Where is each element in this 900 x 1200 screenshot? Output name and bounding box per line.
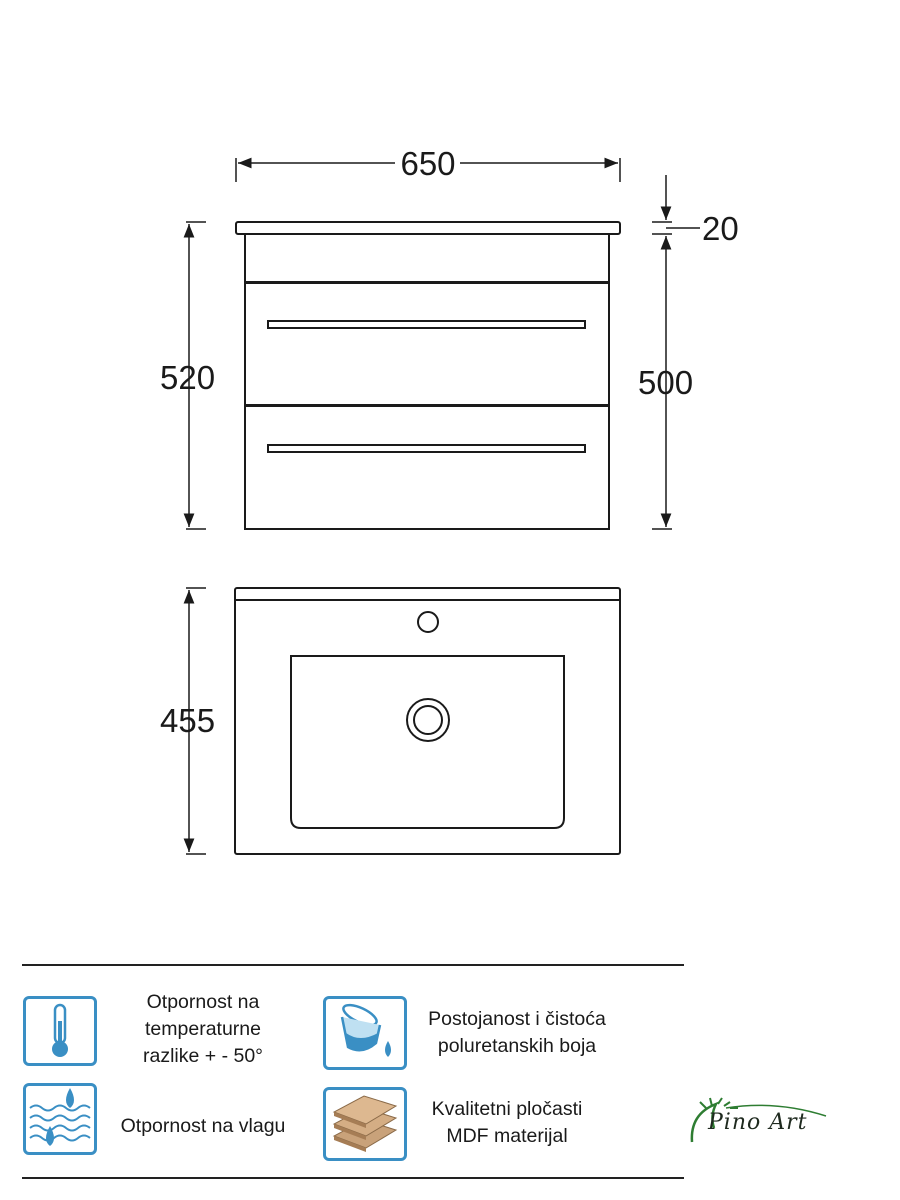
front-view (236, 222, 620, 529)
lower-drawer-handle (268, 445, 585, 452)
feature-temperature-text (108, 989, 298, 1070)
feature-text-line: Postojanost i čistoća (428, 1008, 606, 1030)
bottom-divider (22, 1177, 684, 1179)
mdf-boards-icon (323, 1087, 407, 1161)
depth-label: 455 (160, 702, 216, 739)
faucet-hole (418, 612, 438, 632)
upper-drawer-handle (268, 321, 585, 328)
feature-text-line: Kvalitetni pločasti (431, 1098, 583, 1120)
top-view (235, 588, 620, 854)
cabinet-top-panel (245, 234, 609, 282)
feature-text-line: Otpornost na (146, 991, 260, 1013)
countertop (236, 222, 620, 234)
water-drops-icon (23, 1083, 97, 1155)
feature-text-line: Otpornost na vlagu (120, 1115, 286, 1137)
cabinet-height-dimension (652, 175, 700, 529)
feature-moisture-text (108, 1113, 298, 1140)
feature-text-line: poluretanskih boja (437, 1035, 597, 1057)
lower-drawer (245, 406, 609, 529)
top-divider (22, 964, 684, 966)
feature-paint-text (412, 1006, 622, 1060)
feature-text-line: temperaturne (145, 1018, 261, 1040)
basin-outline (235, 588, 620, 854)
pino-art-logo (686, 1094, 846, 1154)
top-thickness-label: 20 (702, 210, 739, 247)
feature-mdf-text (412, 1096, 602, 1150)
width-label: 650 (400, 145, 456, 182)
paint-bucket-icon (323, 996, 407, 1070)
thermometer-icon (23, 996, 97, 1066)
total-height-label: 520 (160, 359, 216, 396)
logo-text: Pino Art (708, 1110, 808, 1135)
upper-drawer (245, 283, 609, 405)
feature-text-line: MDF materijal (446, 1125, 568, 1147)
feature-text-line: razlike + - 50° (143, 1045, 263, 1067)
drain-inner (414, 706, 442, 734)
basin-bowl (291, 656, 564, 828)
cabinet-height-label: 500 (638, 364, 694, 401)
